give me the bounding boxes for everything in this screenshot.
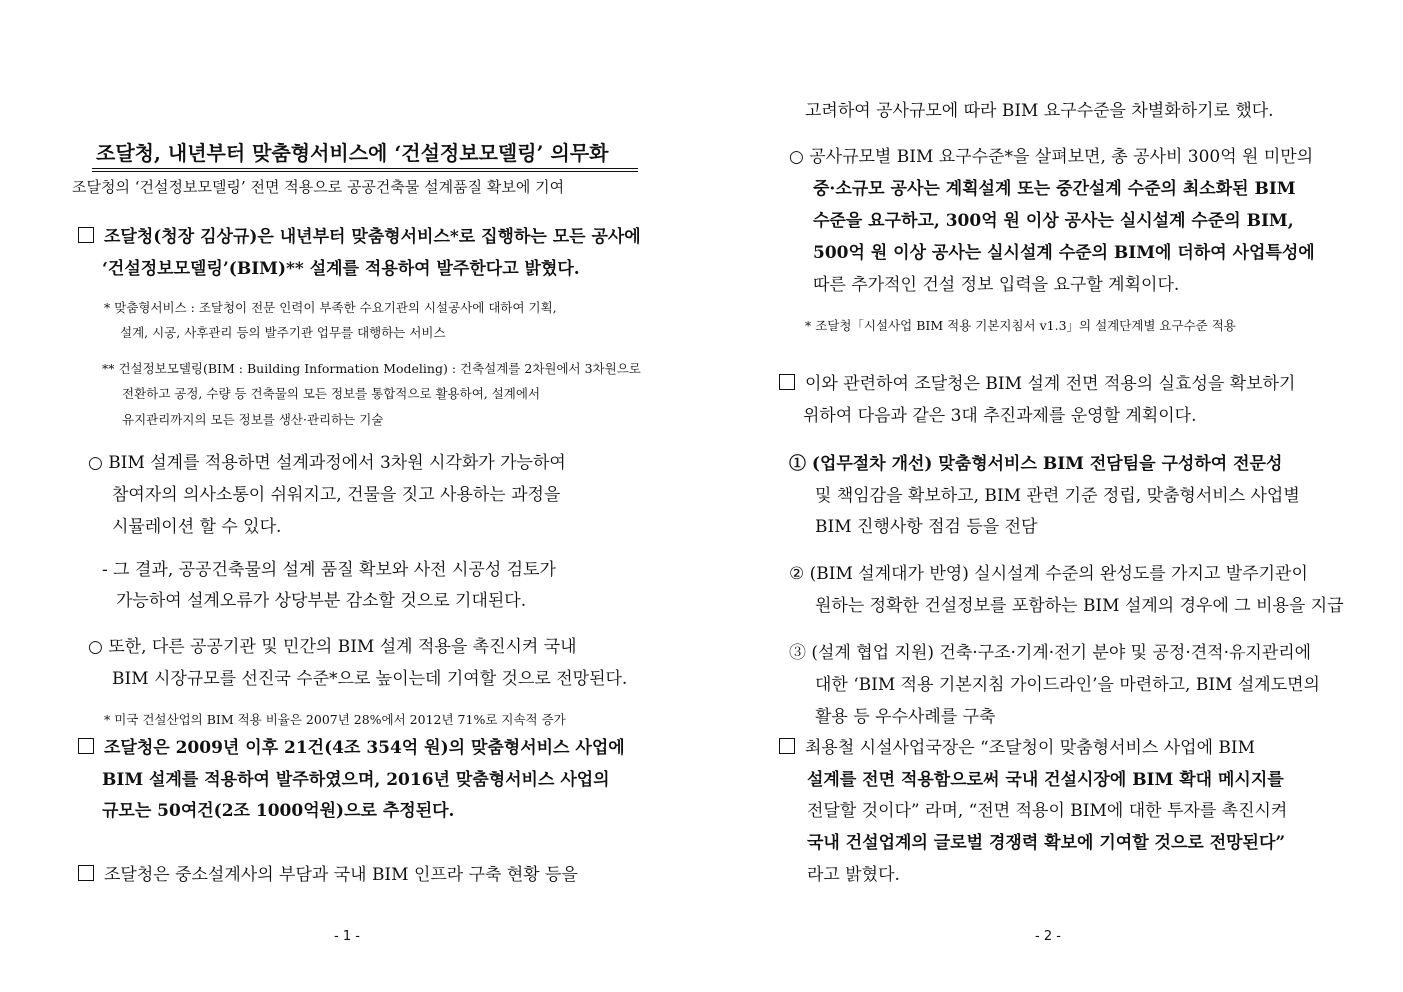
item1-line1: ① (업무절차 개선) 맞춤형서비스 BIM 전담팀을 구성하여 전문성 <box>789 454 1283 474</box>
item3-line2: 대한 ‘BIM 적용 기본지침 가이드라인’을 마련하고, BIM 설계도면의 <box>815 675 1320 695</box>
bullet2-line2: BIM 시장규모를 선진국 수준*으로 높이는데 기여할 것으로 전망된다. <box>112 669 628 689</box>
dash1-line1: - 그 결과, 공공건축물의 설계 품질 확보와 사전 시공성 검토가 <box>102 560 556 580</box>
para2-line3: 규모는 50여건(2조 1000억원)으로 추정된다. <box>102 801 455 821</box>
para2-line2: BIM 설계를 적용하여 발주하였으며, 2016년 맞춤형서비스 사업의 <box>102 770 610 790</box>
checkbox-bullet-icon <box>779 738 795 754</box>
checkbox-bullet-icon <box>78 738 94 754</box>
page-title: 조달청, 내년부터 맞춤형서비스에 ‘건설정보모델링’ 의무화 <box>96 141 609 165</box>
dash1-line2: 가능하여 설계오류가 상당부분 감소할 것으로 기대된다. <box>116 591 527 611</box>
bullet1-line2: 중·소규모 공사는 계획설계 또는 중간설계 수준의 최소화된 BIM <box>813 179 1296 199</box>
bullet1-line3: 수준을 요구하고, 300억 원 이상 공사는 실시설계 수준의 BIM, <box>813 211 1294 231</box>
bullet1-line4: 500억 원 이상 공사는 실시설계 수준의 BIM에 더하여 사업특성에 <box>813 243 1315 263</box>
para2-line1: 조달청은 2009년 이후 21건(4조 354억 원)의 맞춤형서비스 사업에 <box>78 737 625 759</box>
item3-line3: 활용 등 우수사례를 구축 <box>815 707 996 727</box>
title-underline <box>92 168 638 169</box>
para1-line1: 이와 관련하여 조달청은 BIM 설계 전면 적용의 실효성을 확보하기 <box>779 373 1295 395</box>
page-number: - 2 - <box>1035 929 1061 944</box>
page-1 <box>0 0 701 992</box>
bullet2-line1: ○ 또한, 다른 공공기관 및 민간의 BIM 설계 적용을 촉진시켜 국내 <box>88 637 577 657</box>
checkbox-bullet-icon <box>78 227 94 243</box>
bullet1-line3: 시뮬레이션 할 수 있다. <box>112 517 282 537</box>
item2-line1: ② (BIM 설계대가 반영) 실시설계 수준의 완성도를 가지고 발주기관이 <box>789 564 1308 584</box>
para2-line5: 라고 밝혔다. <box>807 865 900 885</box>
para1-line1: 조달청(청장 김상규)은 내년부터 맞춤형서비스*로 집행하는 모든 공사에 <box>78 226 641 248</box>
item3-line1: ③ (설계 협업 지원) 건축·구조·기계·전기 분야 및 공정·견적·유지관리에 <box>789 643 1312 663</box>
note1: * 조달청「시설사업 BIM 적용 기본지침서 v1.3」의 설계단계별 요구수준 적용 <box>805 318 1236 333</box>
item2-line2: 원하는 정확한 건설정보를 포함하는 BIM 설계의 경우에 그 비용을 지급 <box>815 596 1344 616</box>
bullet1-line1: ○ 공사규모별 BIM 요구수준*을 살펴보면, 총 공사비 300억 원 미만의 <box>789 147 1314 167</box>
page-subtitle: 조달청의 ‘건설정보모델링’ 전면 적용으로 공공건축물 설계품질 확보에 기여 <box>72 178 565 196</box>
bullet1-line5: 따른 추가적인 건설 정보 입력을 요구할 계획이다. <box>813 275 1180 295</box>
checkbox-bullet-icon <box>78 865 94 881</box>
note3: * 미국 건설산업의 BIM 적용 비율은 2007년 28%에서 2012년 71%로 지속적 증가 <box>104 712 566 727</box>
item1-line3: BIM 진행사항 점검 등을 전담 <box>815 517 1038 537</box>
bullet1-line2: 참여자의 의사소통이 쉬워지고, 건물을 짓고 사용하는 과정을 <box>112 485 561 505</box>
note2-line2: 전환하고 공정, 수량 등 건축물의 모든 정보를 통합적으로 활용하여, 설계에서 <box>122 386 541 401</box>
page-number: - 1 - <box>334 929 360 944</box>
checkbox-bullet-icon <box>779 374 795 390</box>
item1-line2: 및 책임감을 확보하고, BIM 관련 기준 정립, 맞춤형서비스 사업별 <box>815 486 1300 506</box>
para2-line3: 전달할 것이다” 라며, “전면 적용이 BIM에 대한 투자를 촉진시켜 <box>807 801 1288 821</box>
para2-line4: 국내 건설업계의 글로벌 경쟁력 확보에 기여할 것으로 전망된다” <box>807 833 1286 853</box>
para1-line2: 위하여 다음과 같은 3대 추진과제를 운영할 계획이다. <box>803 406 1197 426</box>
bullet1-line1: ○ BIM 설계를 적용하면 설계과정에서 3차원 시각화가 가능하여 <box>88 453 566 473</box>
note2-line1: ** 건설정보모델링(BIM : Building Information Modeling) : 건축설계를 2차원에서 3차원으로 <box>102 361 641 376</box>
title-underline-2 <box>92 171 638 172</box>
para2-line2: 설계를 전면 적용함으로써 국내 건설시장에 BIM 확대 메시지를 <box>807 770 1284 790</box>
note2-line3: 유지관리까지의 모든 정보를 생산·관리하는 기술 <box>122 412 384 427</box>
continuation-line: 고려하여 공사규모에 따라 BIM 요구수준을 차별화하기로 했다. <box>805 101 1274 121</box>
note1-line1: * 맞춤형서비스 : 조달청이 전문 인력이 부족한 수요기관의 시설공사에 대하여 기획, <box>104 300 557 315</box>
para1-line2: ‘건설정보모델링’(BIM)** 설계를 적용하여 발주한다고 밝혔다. <box>102 259 580 279</box>
para2-line1: 최용철 시설사업국장은 “조달청이 맞춤형서비스 사업에 BIM <box>779 737 1255 759</box>
para3-line1: 조달청은 중소설계사의 부담과 국내 BIM 인프라 구축 현황 등을 <box>78 864 578 886</box>
note1-line2: 설계, 시공, 사후관리 등의 발주기관 업무를 대행하는 서비스 <box>120 325 446 340</box>
page-2 <box>701 0 1403 992</box>
